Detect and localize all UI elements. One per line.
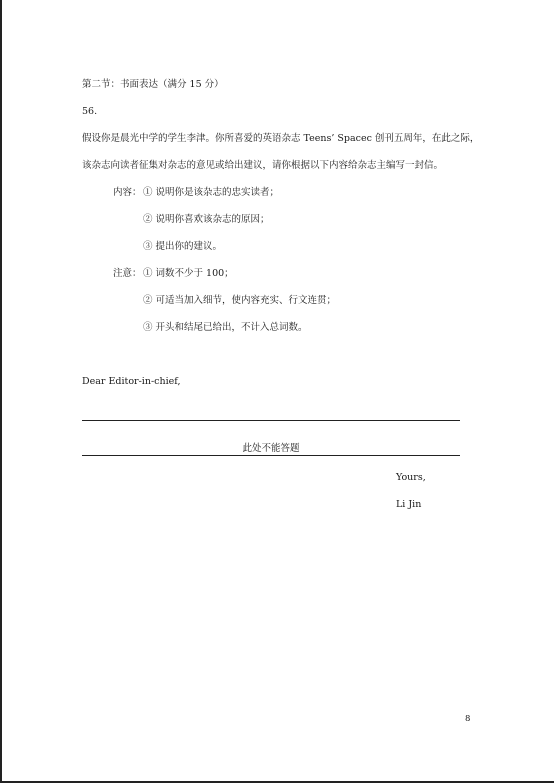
notes-item-2: ② 可适当加入细节，使内容充实、行文连贯； <box>143 295 337 306</box>
prompt-line-2: 该杂志向读者征集对杂志的意见或给出建议，请你根据以下内容给杂志主编写一封信。 <box>82 160 444 171</box>
content-item-1: ① 说明你是该杂志的忠实读者； <box>143 187 280 198</box>
content-item-2: ② 说明你喜欢该杂志的原因； <box>143 214 270 225</box>
answer-line-2 <box>82 455 460 456</box>
content-item-3: ③ 提出你的建议。 <box>143 241 223 252</box>
notes-item-1: ① 词数不少于 100； <box>143 268 234 279</box>
answer-line-1 <box>82 420 460 421</box>
page-number: 8 <box>465 714 471 724</box>
letter-signature: Li Jin <box>396 499 422 510</box>
content-label: 内容： <box>113 187 142 198</box>
prompt-line-1: 假设你是晨光中学的学生李津。你所喜爱的英语杂志 Teens’ Spacec 创刊五周年，在此之际， <box>82 133 480 144</box>
no-answer-notice: 此处不能答题 <box>242 443 300 454</box>
question-number: 56. <box>82 106 98 117</box>
section-heading: 第二节：书面表达（满分 15 分） <box>82 79 224 90</box>
page-left-border <box>0 0 2 783</box>
letter-salutation: Dear Editor-in-chief, <box>82 376 181 387</box>
notes-item-3: ③ 开头和结尾已给出，不计入总词数。 <box>143 322 308 333</box>
letter-closing: Yours, <box>396 472 426 483</box>
notes-label: 注意： <box>113 268 142 279</box>
